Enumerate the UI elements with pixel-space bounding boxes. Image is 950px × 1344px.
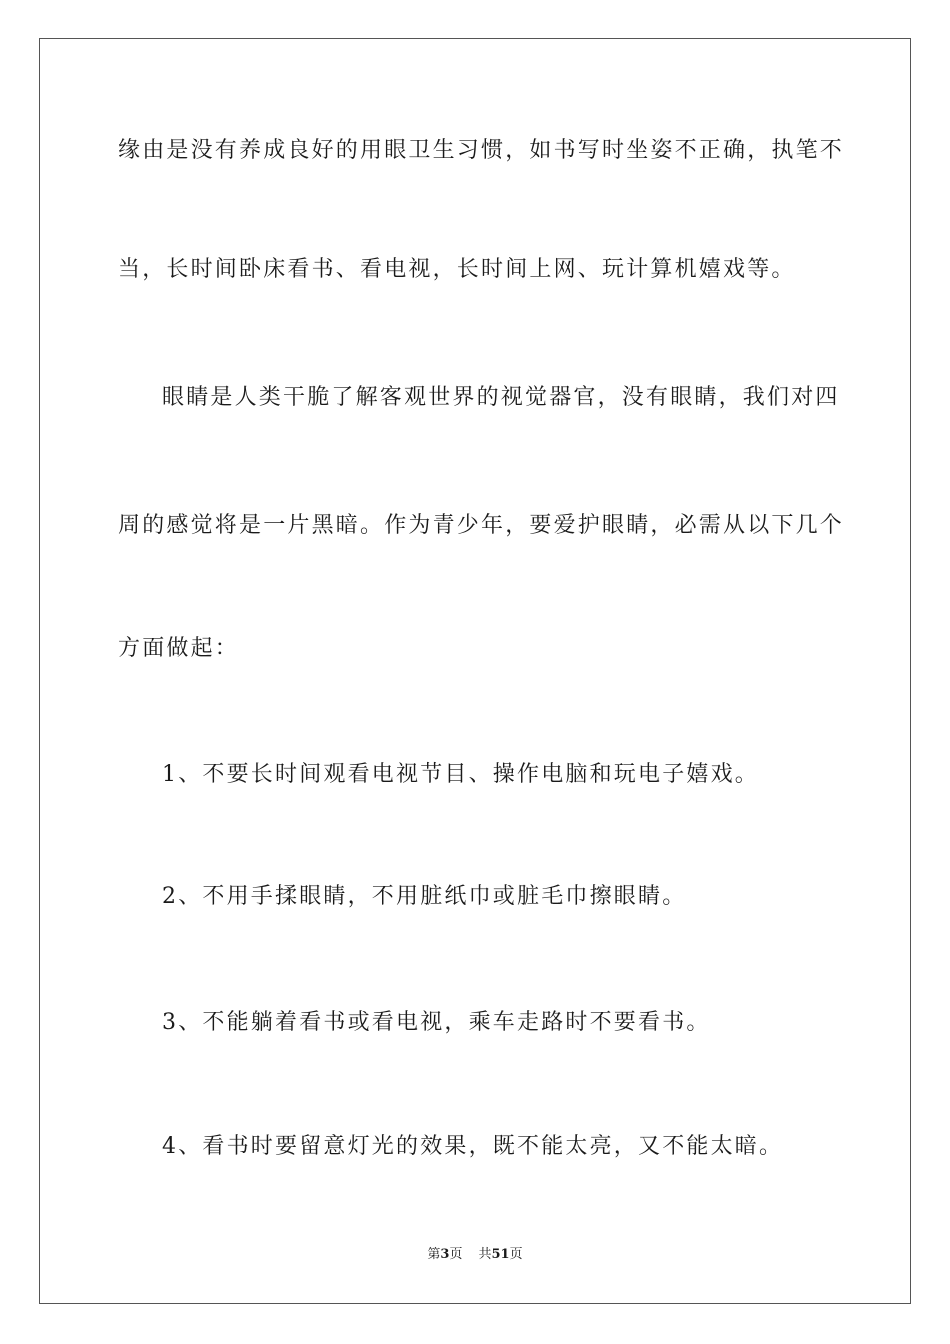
page-number: 3	[440, 1247, 450, 1262]
text-line: 眼睛是人类干脆了解客观世界的视觉器官，没有眼睛，我们对四	[162, 385, 840, 410]
text-line: 方面做起：	[118, 636, 240, 661]
total-label-prefix: 共	[478, 1247, 492, 1262]
text-line: 当，长时间卧床看书、看电视，长时间上网、玩计算机嬉戏等。	[118, 257, 796, 282]
page-label-prefix: 第	[427, 1247, 441, 1262]
list-item: 1、不要长时间观看电视节目、操作电脑和玩电子嬉戏。	[162, 762, 759, 787]
text-line: 周的感觉将是一片黑暗。作为青少年，要爱护眼睛，必需从以下几个	[118, 513, 845, 538]
page-label-suffix: 页	[449, 1247, 463, 1262]
list-item: 3、不能躺着看书或看电视，乘车走路时不要看书。	[162, 1010, 711, 1035]
list-item: 2、不用手揉眼睛，不用脏纸巾或脏毛巾擦眼睛。	[162, 884, 687, 909]
page-frame	[39, 38, 911, 1304]
list-item: 4、看书时要留意灯光的效果，既不能太亮，又不能太暗。	[162, 1134, 784, 1159]
page-footer	[0, 1246, 950, 1264]
total-label-suffix: 页	[509, 1247, 523, 1262]
text-line: 缘由是没有养成良好的用眼卫生习惯，如书写时坐姿不正确，执笔不	[118, 138, 845, 163]
total-pages: 51	[491, 1247, 510, 1262]
